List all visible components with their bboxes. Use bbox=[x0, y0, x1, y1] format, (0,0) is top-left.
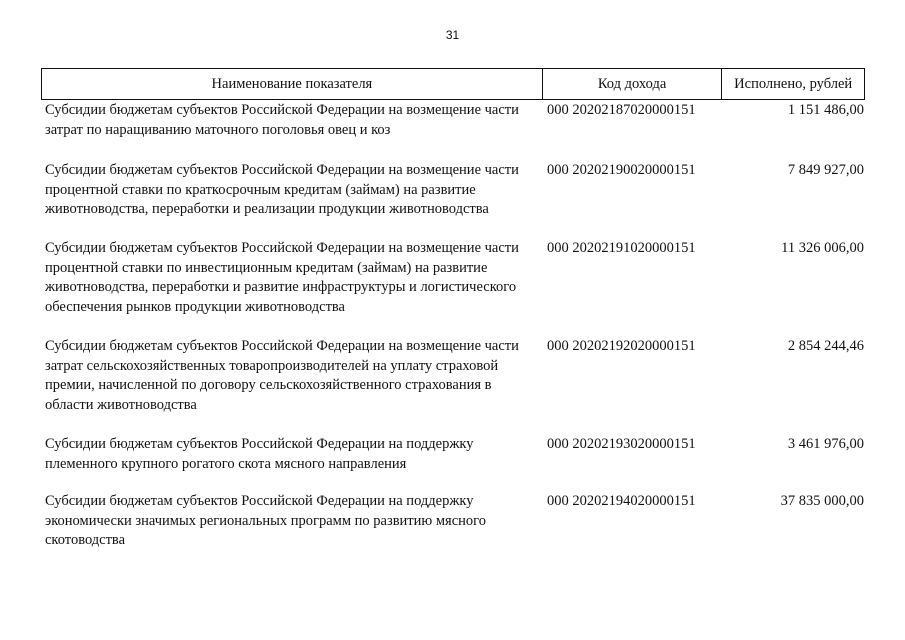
header-amount: Исполнено, рублей bbox=[734, 75, 853, 92]
income-table bbox=[41, 68, 865, 548]
header-code: Код дохода bbox=[543, 69, 723, 99]
row-amount: 2 854 244,46 bbox=[787, 338, 864, 354]
row-name: Субсидии бюджетам субъектов Российской Федерации на поддержку экономически значимых региональных программ по развитию мясного скотоводства bbox=[45, 493, 486, 548]
table-row bbox=[41, 101, 865, 140]
row-amount: 3 461 976,00 bbox=[787, 436, 864, 452]
row-name: Субсидии бюджетам субъектов Российской Федерации на возмещение части процентной ставки по инвестиционным кредитам (займам) на развитие животноводства, переработки и развитие инфраструктуры и логистического обеспечения рынков продукции животноводства bbox=[45, 240, 519, 315]
row-code: 000 20202194020000151 bbox=[547, 493, 696, 509]
row-name: Субсидии бюджетам субъектов Российской Федерации на возмещение части процентной ставки по краткосрочным кредитам (займам) на развитие животноводства, переработки и реализации продукции животноводства bbox=[45, 162, 519, 217]
table-row bbox=[41, 492, 865, 551]
table-row bbox=[41, 337, 865, 415]
row-name: Субсидии бюджетам субъектов Российской Федерации на возмещение части затрат сельскохозяйственных товаропроизводителей на уплату страховой премии, начисленной по договору сельскохозяйственного страхования в области животноводства bbox=[45, 338, 519, 413]
row-amount: 37 835 000,00 bbox=[780, 493, 864, 509]
row-code: 000 20202191020000151 bbox=[547, 240, 696, 256]
page-number: 31 bbox=[445, 28, 460, 42]
row-amount: 7 849 927,00 bbox=[787, 162, 864, 178]
table-row bbox=[41, 161, 865, 220]
row-name: Субсидии бюджетам субъектов Российской Федерации на поддержку племенного крупного рогатого скота мясного направления bbox=[45, 436, 474, 472]
row-name: Субсидии бюджетам субъектов Российской Федерации на возмещение части затрат по наращиванию маточного поголовья овец и коз bbox=[45, 102, 519, 138]
row-code: 000 20202190020000151 bbox=[547, 162, 696, 178]
row-amount: 11 326 006,00 bbox=[781, 240, 864, 256]
table-row bbox=[41, 435, 865, 474]
table-header bbox=[41, 68, 865, 100]
table-row bbox=[41, 239, 865, 317]
row-code: 000 20202192020000151 bbox=[547, 338, 696, 354]
header-name: Наименование показателя bbox=[42, 69, 543, 99]
row-code: 000 20202193020000151 bbox=[547, 436, 696, 452]
row-amount: 1 151 486,00 bbox=[787, 102, 864, 118]
row-code: 000 20202187020000151 bbox=[547, 102, 696, 118]
